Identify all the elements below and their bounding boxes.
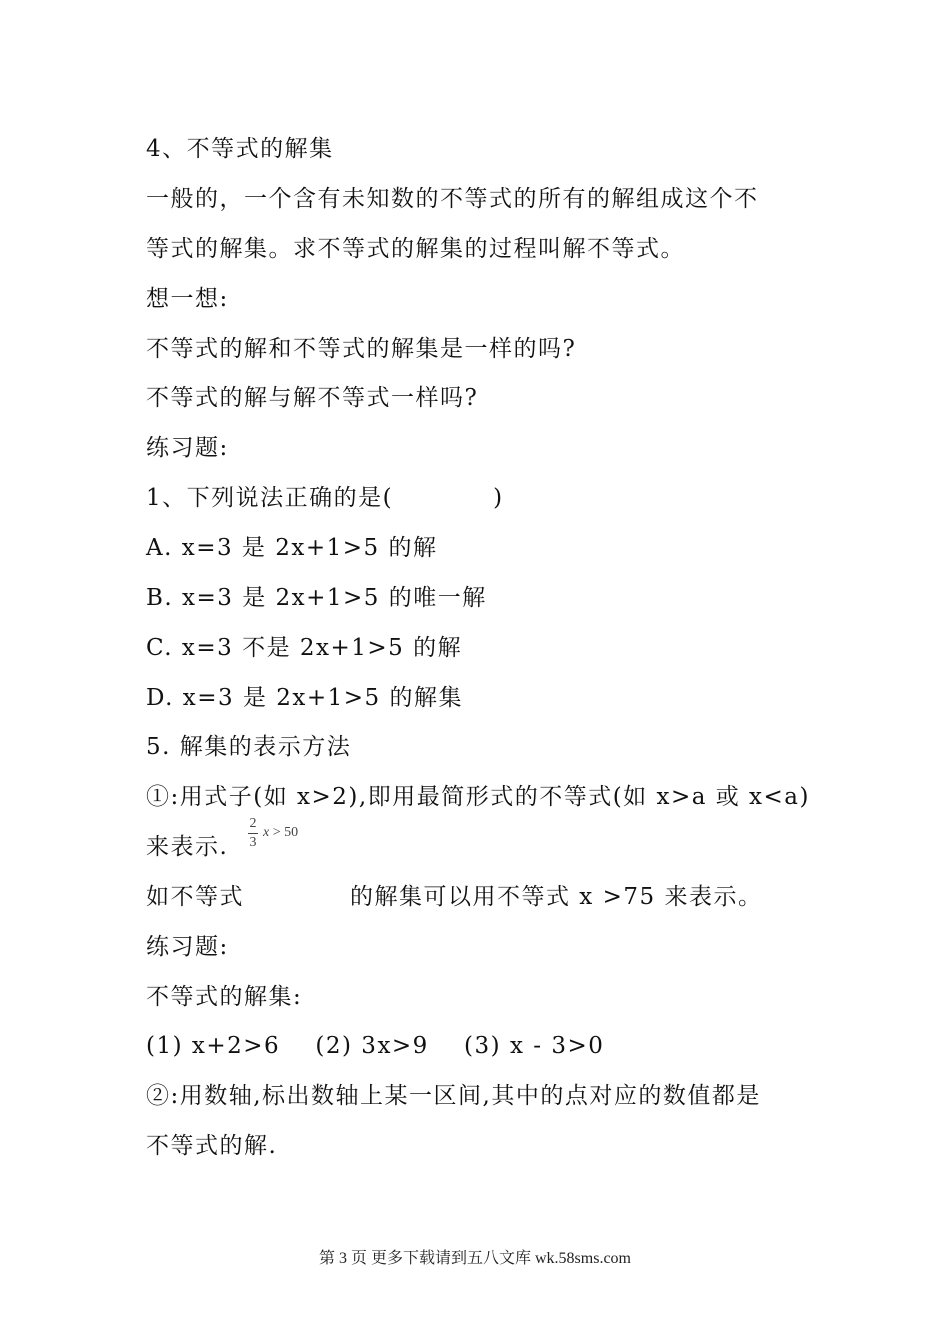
- method-2-text: ②:用数轴,标出数轴上某一区间,其中的点对应的数值都是: [146, 1083, 761, 1109]
- option-c: C. x=3 不是 2x+1>5 的解: [146, 635, 463, 661]
- inequality-formula: [248, 816, 299, 851]
- formula-comparison: > 50: [269, 825, 299, 840]
- option-d: D. x=3 是 2x+1>5 的解集: [146, 685, 463, 711]
- fraction-denominator: 3: [249, 835, 257, 850]
- page-footer: 第 3 页 更多下载请到五八文库 wk.58sms.com: [318, 1250, 631, 1267]
- example-lead: 如不等式: [146, 884, 244, 910]
- fraction-numerator: 2: [249, 816, 257, 831]
- question-1: [146, 483, 504, 513]
- think-question-1: 不等式的解和不等式的解集是一样的吗?: [146, 336, 577, 362]
- definition-line-2: 等式的解集。求不等式的解集的过程叫解不等式。: [146, 236, 685, 262]
- exercise-heading-1: 练习题:: [146, 435, 229, 461]
- definition-line-1: 一般的，一个含有未知数的不等式的所有的解组成这个不: [146, 186, 759, 212]
- method-1-text: ①:用式子(如 x>2),即用最简形式的不等式(如 x>a 或 x<a): [146, 784, 810, 810]
- section-heading-4: 4、不等式的解集: [146, 136, 334, 162]
- option-a: A. x=3 是 2x+1>5 的解: [146, 535, 438, 561]
- option-b: B. x=3 是 2x+1>5 的唯一解: [146, 585, 487, 611]
- exercise-items: (1) x+2>6 (2) 3x>9 (3) x - 3>0: [146, 1033, 605, 1059]
- example-line: [146, 882, 762, 912]
- exercise-heading-2: 练习题:: [146, 934, 229, 960]
- exercise-prompt: 不等式的解集:: [146, 984, 303, 1010]
- question-1-stem: 1、下列说法正确的是(: [146, 485, 394, 511]
- formula-rest: [263, 825, 298, 841]
- method-2-continued: 不等式的解.: [146, 1133, 278, 1159]
- formula-variable: x: [263, 825, 270, 840]
- think-heading: 想一想:: [146, 286, 229, 312]
- section-heading-5: 5. 解集的表示方法: [146, 734, 352, 760]
- fraction-bar: [248, 833, 258, 834]
- method-1-continued: 来表示.: [146, 834, 229, 860]
- example-tail: 的解集可以用不等式 x >75 来表示。: [350, 884, 763, 910]
- think-question-2: 不等式的解与解不等式一样吗?: [146, 385, 479, 411]
- question-1-close: ): [493, 485, 504, 511]
